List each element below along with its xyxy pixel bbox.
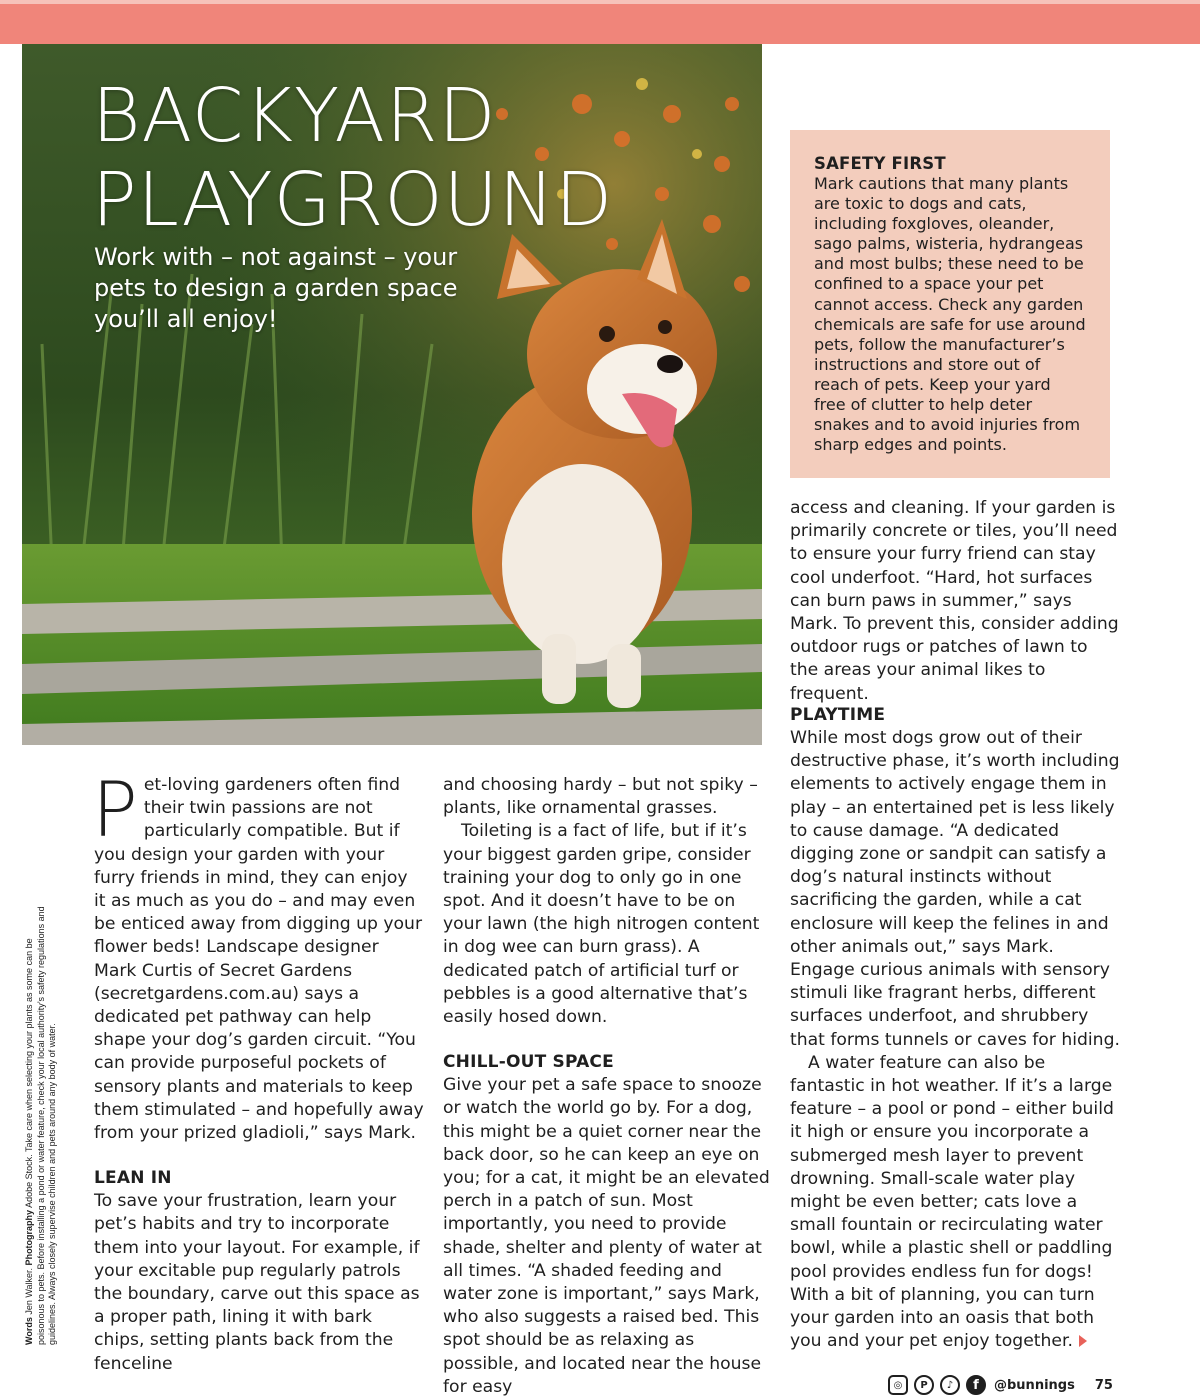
hero-photo-dog-in-garden — [22, 44, 762, 745]
hero-title-line1: BACKYARD — [92, 73, 497, 159]
credits-words-value: Jen Walker. — [24, 1267, 34, 1315]
credits-words-label: Words — [24, 1317, 34, 1345]
lean-in-continued: and choosing hardy – but not spiky – plants, like ornamental grasses. — [443, 775, 758, 819]
article-column-2 — [443, 774, 773, 1397]
water-feature-paragraph — [790, 1052, 1120, 1354]
page-footer — [888, 1372, 1113, 1397]
chill-out-continued: access and cleaning. If your garden is primarily concrete or tiles, you’ll need to ensure your furry friend can stay cool underfoot. “Hard, hot surfaces can burn paws in summer,” says Mark. To prevent this, consider adding outdoor rugs or patches of lawn to the areas your animal likes to frequent. — [790, 498, 1119, 704]
water-feature-text: A water feature can also be fantastic in hot weather. If it’s a large feature – a pool or pond – either build it high or ensure you incorporate a submerged mesh layer to prevent drowning. Small-scale water play might be even better; cats love a small fountain or recirculating water bowl, while a plastic shell or paddling pool provides endless fun for dogs! With a bit of planning, you can turn your garden into an oasis that both you and your pet enjoy together. — [790, 1052, 1114, 1352]
chill-out-heading: CHILL-OUT SPACE — [443, 1052, 614, 1073]
social-handle[interactable]: @bunnings — [994, 1377, 1075, 1393]
sidebar-heading: SAFETY FIRST — [814, 154, 946, 173]
hero-title-line2: PLAYGROUND — [92, 157, 614, 243]
playtime-paragraph: While most dogs grow out of their destructive phase, it’s worth including elements to actively engage them in play – an entertained pet is less likely to cause damage. “A dedicated digging zone or sandpit can satisfy a dog’s natural instincts without sacrificing the garden, while a cat enclosure will keep the felines in and other animals out,” says Mark. Engage curious animals with sensory stimuli like fragrant herbs, different surfaces underfoot, and shrubbery that forms tunnels or caves for hiding. — [790, 728, 1120, 1050]
hero-subtitle: Work with – not against – your pets to design a garden space you’ll all enjoy! — [94, 243, 458, 333]
facebook-icon[interactable]: f — [966, 1375, 986, 1395]
article-column-3-top — [790, 497, 1120, 706]
drop-cap: P — [92, 765, 138, 854]
lean-in-heading: LEAN IN — [94, 1168, 172, 1189]
sidebar-body: Mark cautions that many plants are toxic to dogs and cats, including foxgloves, oleander, sago palms, wisteria, hydrangeas and most bulbs; these need to be confined to a space your pet cannot access. Check any garden chemicals are safe for use around pets, follow the manufacturer’s instructions and store out of reach of pets. Keep your yard free of clutter to help deter snakes and to avoid injuries from sharp edges and points. — [814, 174, 1086, 455]
hero-title — [92, 74, 613, 242]
pinterest-icon[interactable]: P — [914, 1375, 934, 1395]
playtime-heading: PLAYTIME — [790, 705, 886, 725]
lean-in-paragraph: To save your frustration, learn your pet’s habits and try to incorporate them into your layout. For example, if your excitable pup regularly patrols the boundary, carve out this space as a proper path, lining it with bark chips, setting plants back from the fenceline — [94, 1191, 420, 1374]
page-number: 75 — [1094, 1377, 1113, 1393]
tiktok-icon[interactable]: ♪ — [940, 1375, 960, 1395]
photo-credits — [24, 905, 59, 1345]
article-column-3-bottom — [790, 704, 1120, 1353]
credits-photo-value: Adobe Stock. — [24, 1154, 34, 1208]
credits-note: Take care when selecting your plants as some can be poisonous to pets. Before installing a pond or water feature, check your local authority’s safety regulations and guidelines. Always closely supervise children and pets around any body of water. — [24, 906, 57, 1345]
instagram-icon[interactable]: ◎ — [888, 1375, 908, 1395]
intro-paragraph — [92, 765, 424, 1145]
chill-out-paragraph: Give your pet a safe space to snooze or watch the world go by. For a dog, this might be a quiet corner near the back door, so he can keep an eye on you; for a cat, it might be an elevated perch in a patch of sun. Most importantly, you need to provide shade, shelter and plenty of water at all times. “A shaded feeding and water zone is important,” says Mark, who also suggests a raised bed. This spot should be as relaxing as possible, and located near the house for easy — [443, 1075, 770, 1397]
top-color-band — [0, 0, 1200, 44]
credits-photo-label: Photography — [24, 1209, 34, 1266]
safety-first-sidebar — [790, 130, 1110, 478]
article-column-1 — [92, 765, 424, 1376]
end-mark-icon — [1079, 1335, 1087, 1347]
intro-text: et-loving gardeners often find their twin passions are not particularly compatible. But if you design your garden with your furry friends in mind, they can enjoy it as much as you do – and may even be enticed away from digging up your flower beds! Landscape designer Mark Curtis of Secret Gardens (secretgardens.com.au) says a dedicated pet pathway can help shape your dog’s garden circuit. “You can provide purposeful pockets of sensory plants and materials to keep them stimulated – and hopefully away from your prized gladioli,” says Mark. — [94, 775, 424, 1144]
toileting-paragraph: Toileting is a fact of life, but if it’s your biggest garden gripe, consider training your dog to only go in one spot. And it doesn’t have to be on your lawn (the high nitrogen content in dog wee can burn grass). A dedicated patch of artificial turf or pebbles is a good alternative that’s easily hosed down. — [443, 821, 760, 1028]
